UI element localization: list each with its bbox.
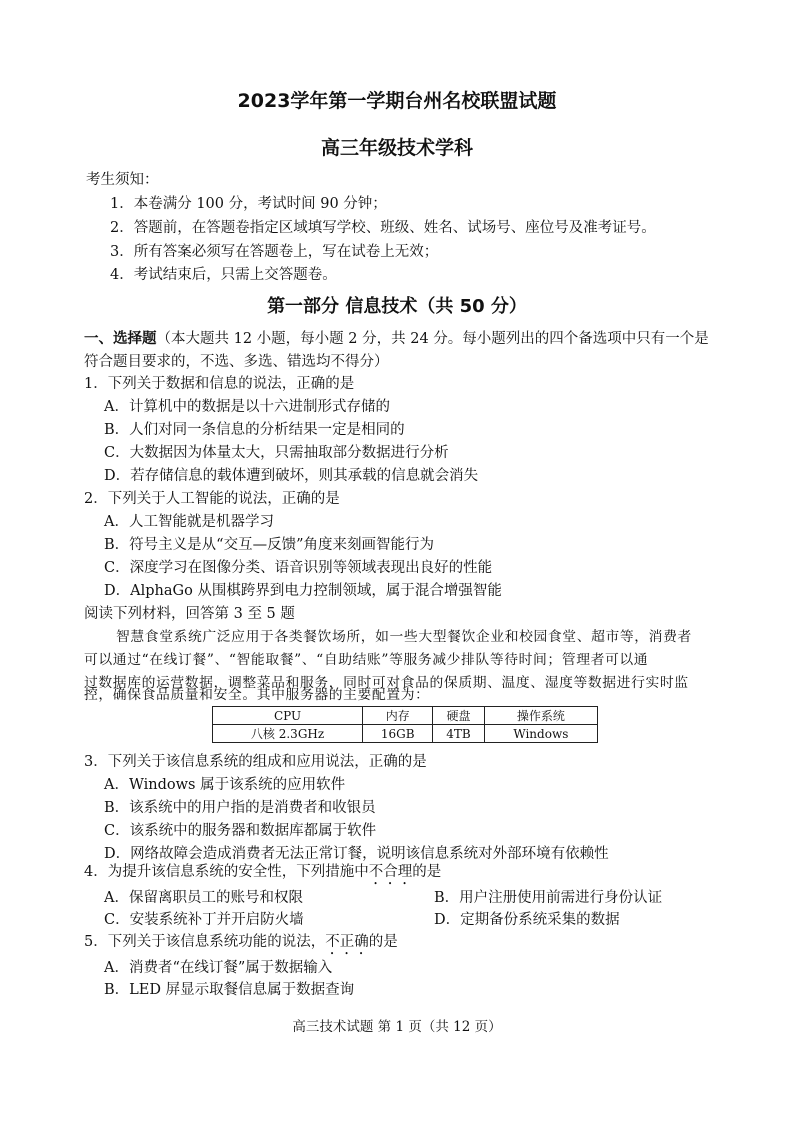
table-header-cell: 操作系统 — [484, 707, 597, 725]
q2-option-c: C．深度学习在图像分类、语音识别等领域表现出良好的性能 — [104, 560, 493, 576]
exam-subtitle: 高三年级技术学科 — [320, 137, 473, 159]
section-desc-1: （本大题共 12 小题，每小题 2 分，共 24 分。每小题列出的四个备选项中只有一个是 — [156, 331, 709, 347]
q2-stem: 2．下列关于人工智能的说法，正确的是 — [84, 491, 340, 507]
reading-line-4: 控，确保食品质量和安全。其中服务器的主要配置为： — [84, 687, 430, 703]
q5-stem-post: 的是 — [368, 934, 398, 950]
q4-option-d: D．定期备份系统采集的数据 — [434, 912, 620, 928]
q4-stem — [84, 862, 441, 888]
table-header-cell: CPU — [213, 707, 363, 725]
page-footer: 高三技术试题 第 1 页（共 12 页） — [292, 1019, 502, 1035]
q4-option-b: B．用户注册使用前需进行身份认证 — [434, 890, 663, 906]
q3-stem: 3．下列关于该信息系统的组成和应用说法，正确的是 — [84, 754, 427, 770]
notice-item-1: 1．本卷满分 100 分，考试时间 90 分钟； — [110, 196, 387, 212]
q3-option-d: D．网络故障会造成消费者无法正常订餐，说明该信息系统对外部环境有依赖性 — [104, 846, 609, 862]
reading-line-1: 智慧食堂系统广泛应用于各类餐饮场所，如一些大型餐饮企业和校园食堂、超市等，消费者 — [116, 629, 692, 645]
table-cell: Windows — [484, 725, 597, 743]
table-cell: 16GB — [363, 725, 433, 743]
table-header-cell: 硬盘 — [433, 707, 484, 725]
notice-heading: 考生须知： — [86, 172, 159, 188]
q5-stem — [84, 932, 398, 958]
q1-option-b: B．人们对同一条信息的分析结果一定是相同的 — [104, 422, 405, 438]
reading-line-2: 可以通过“在线订餐”、“智能取餐”、“自助结账”等服务减少排队等待时间；管理者可以通 — [84, 652, 649, 668]
exam-title: 2023学年第一学期台州名校联盟试题 — [237, 90, 557, 112]
part-title: 第一部分 信息技术（共 50 分） — [267, 296, 527, 317]
q3-option-a: A．Windows 属于该系统的应用软件 — [104, 777, 346, 793]
q2-option-b: B．符号主义是从“交互—反馈”角度来刻画智能行为 — [104, 537, 434, 553]
q1-stem: 1．下列关于数据和信息的说法，正确的是 — [84, 376, 355, 392]
table-cell: 八核 2.3GHz — [213, 725, 363, 743]
notice-item-3: 3．所有答案必须写在答题卷上，写在试卷上无效； — [110, 244, 439, 260]
notice-item-2: 2．答题前，在答题卷指定区域填写学校、班级、姓名、试场号、座位号及准考证号。 — [110, 220, 656, 236]
table-row — [213, 725, 598, 743]
q5-option-b: B．LED 屏显示取餐信息属于数据查询 — [104, 982, 355, 998]
reading-intro: 阅读下列材料，回答第 3 至 5 题 — [84, 606, 295, 622]
reading-line-3: 过数据库的运营数据，调整菜品和服务，同时可对食品的保质期、温度、湿度等数据进行实时监 — [84, 675, 689, 691]
q2-option-d: D．AlphaGo 从围棋跨界到电力控制领域，属于混合增强智能 — [104, 583, 502, 599]
q5-option-a: A．消费者“在线订餐”属于数据输入 — [104, 960, 333, 976]
q3-option-c: C．该系统中的服务器和数据库都属于软件 — [104, 823, 377, 839]
q4-stem-pre: 4．为提升该信息系统的安全性，下列措施中 — [84, 864, 369, 880]
q3-option-b: B．该系统中的用户指的是消费者和收银员 — [104, 800, 376, 816]
q5-stem-pre: 5．下列关于该信息系统功能的说法， — [84, 934, 326, 950]
q1-option-a: A．计算机中的数据是以十六进制形式存储的 — [104, 399, 390, 415]
q4-option-c: C．安装系统补丁并开启防火墙 — [104, 912, 304, 928]
q1-option-c: C．大数据因为体量太大，只需抽取部分数据进行分析 — [104, 445, 449, 461]
table-header-row — [213, 707, 598, 725]
table-cell: 4TB — [433, 725, 484, 743]
table-header-cell: 内存 — [363, 707, 433, 725]
section-label: 一、选择题 — [84, 331, 157, 347]
section-desc-2: 符合题目要求的，不选、多选、错选均不得分） — [84, 354, 389, 370]
q5-stem-emphasis: 不正确 — [325, 934, 369, 950]
q4-option-a: A．保留离职员工的账号和权限 — [104, 890, 303, 906]
q4-stem-post: 的是 — [412, 864, 442, 880]
server-config-table — [212, 706, 598, 743]
q1-option-d: D．若存储信息的载体遭到破坏，则其承载的信息就会消失 — [104, 468, 479, 484]
section-header — [84, 329, 709, 349]
notice-item-4: 4．考试结束后，只需上交答题卷。 — [110, 267, 337, 283]
q2-option-a: A．人工智能就是机器学习 — [104, 514, 274, 530]
q4-stem-emphasis: 不合理 — [368, 864, 413, 880]
